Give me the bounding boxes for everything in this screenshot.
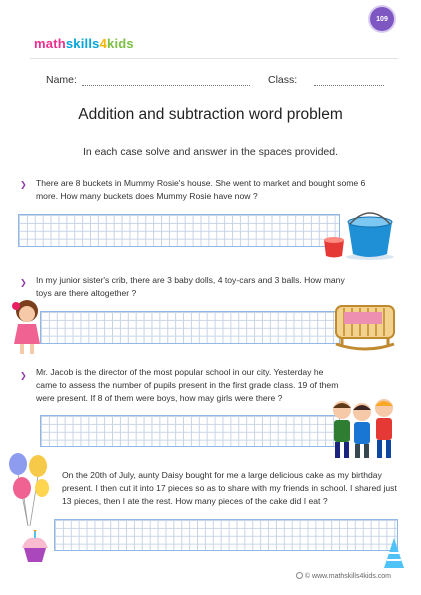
class-label: Class: xyxy=(268,74,298,86)
name-field[interactable] xyxy=(82,85,250,86)
name-label: Name: xyxy=(46,74,77,86)
instruction-text: In each case solve and answer in the spaces provided. xyxy=(82,146,339,158)
answer-grid-3[interactable] xyxy=(40,415,340,447)
header-divider xyxy=(30,58,398,59)
brand-logo: mathskills4kids xyxy=(34,36,134,51)
cupcake-illustration xyxy=(18,530,52,564)
party-hat-illustration xyxy=(384,538,404,568)
footer-copyright: © www.mathskills4kids.com xyxy=(296,572,391,580)
question-1: There are 8 buckets in Mummy Rosie's house. She went to market and bought some 6 more. How many buckets does Mummy Rosie have now ? xyxy=(36,178,366,202)
bullet-arrow-icon: ❯ xyxy=(20,371,27,380)
globe-icon xyxy=(296,572,303,579)
school-kids-illustration xyxy=(322,398,402,462)
question-3: Mr. Jacob is the director of the most popular school in our city. Yesterday he came to assess the number of pupils present in the first grade class. 19 of them were present. If 8 of them were boys, how may girls were there ? xyxy=(36,367,339,404)
answer-grid-1[interactable] xyxy=(18,214,340,247)
crib-illustration xyxy=(330,292,400,354)
girl-doll-illustration xyxy=(10,298,44,358)
answer-grid-2[interactable] xyxy=(40,311,340,344)
answer-grid-4[interactable] xyxy=(54,519,398,551)
worksheet-number-badge: 109 xyxy=(370,7,394,31)
question-4: On the 20th of July, aunty Daisy bought for me a large delicious cake as my birthday present. I then cut it into 17 pieces so as to share with my friends in school. I shared just 13 pieces, then I ate the rest. How many pieces of the cake did I eat ? xyxy=(62,470,397,507)
balloons-illustration xyxy=(6,452,52,526)
worksheet-title: Addition and subtraction word problem xyxy=(78,106,343,123)
buckets-illustration xyxy=(314,210,396,260)
bullet-arrow-icon: ❯ xyxy=(20,278,27,287)
class-field[interactable] xyxy=(314,85,384,86)
bullet-arrow-icon: ❯ xyxy=(20,180,27,189)
question-2: In my junior sister's crib, there are 3 baby dolls, 4 toy-cars and 3 balls. How many toys are there altogether ? xyxy=(36,275,345,299)
